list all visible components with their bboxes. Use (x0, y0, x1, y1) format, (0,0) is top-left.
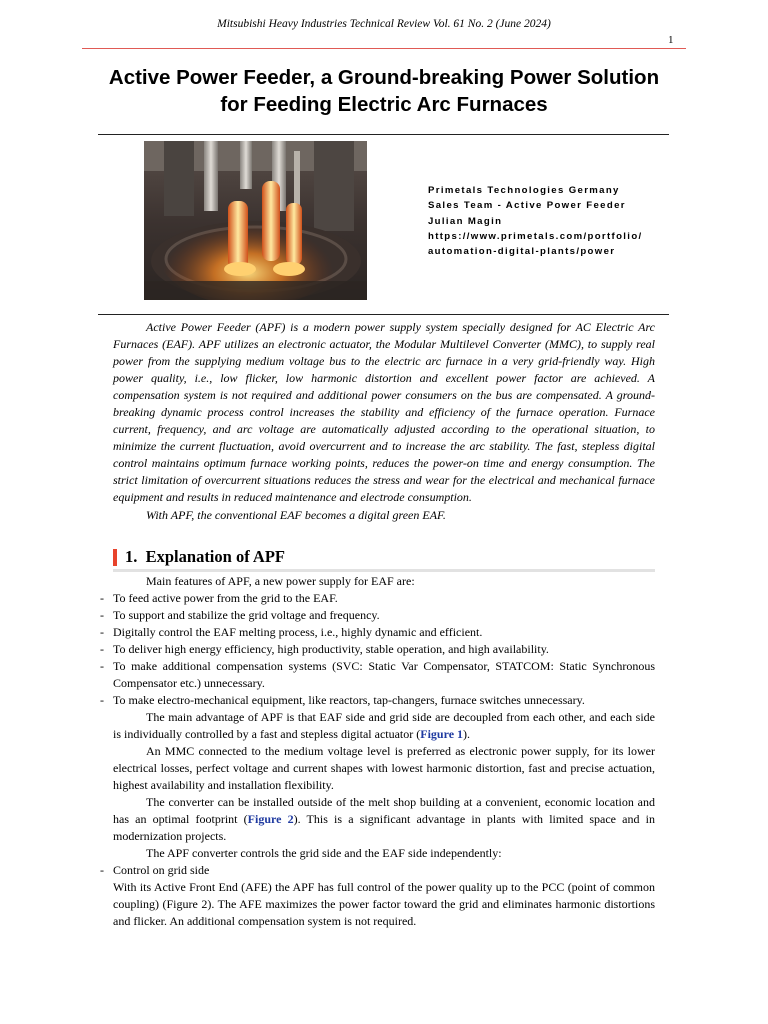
advantage-paragraph (113, 709, 655, 743)
afe-paragraph: With its Active Front End (AFE) the APF has full control of the power quality up to the PCC (point of common coupling) (Figure 2). The AFE maximizes the power factor toward the grid and eliminates harmonic distortions and flicker. An additional compensation system is not required. (113, 880, 655, 928)
converter-text-end: ). This is a significant advantage in plants with limited space and in modernization projects. (113, 812, 656, 843)
abstract (113, 319, 655, 524)
control-paragraph: The APF converter controls the grid side and the EAF side independently: (146, 846, 502, 860)
abstract-divider (98, 314, 669, 315)
section-number: 1. (125, 547, 138, 566)
title-line-2: for Feeding Electric Arc Furnaces (220, 93, 548, 116)
section-heading (113, 547, 655, 572)
figure-2-link[interactable]: Figure 2 (247, 812, 294, 826)
advantage-text: The main advantage of APF is that EAF side and grid side are decoupled from each other, and each side is individually controlled by a fast and stepless digital actuator ( (113, 710, 655, 741)
paper-title (40, 64, 728, 118)
feature-bullet: - To make additional compensation systems (SVC: Static Var Compensator, STATCOM: Static Synchronous Compensator etc.) unnecessary. (113, 658, 655, 692)
author-block (428, 183, 668, 259)
feature-bullet: - To feed active power from the grid to the EAF. (113, 590, 655, 607)
body-text (113, 573, 655, 930)
advantage-text-end: ). (463, 727, 471, 741)
mmc-paragraph: An MMC connected to the medium voltage level is preferred as electronic power supply, for its lower electrical losses, perfect voltage and current shapes with lowest harmonic distortion, fast and precise actuation, highest availability and installation flexibility. (113, 744, 655, 792)
section-title (125, 547, 285, 567)
journal-header: Mitsubishi Heavy Industries Technical Review Vol. 61 No. 2 (June 2024) (217, 18, 551, 30)
features-intro: Main features of APF, a new power supply for EAF are: (146, 574, 415, 588)
author-company: Primetals Technologies Germany (428, 185, 620, 196)
converter-text: The converter can be installed outside of the melt shop building at a convenient, economic location and has an optimal footprint ( (113, 795, 655, 826)
author-url-line-1[interactable]: https://www.primetals.com/portfolio/ (428, 230, 643, 242)
feature-bullet: - To deliver high energy efficiency, high productivity, stable operation, and high availability. (113, 641, 655, 658)
furnace-photo (144, 141, 367, 300)
feature-bullet: - Digitally control the EAF melting process, i.e., highly dynamic and efficient. (113, 624, 655, 641)
converter-paragraph (113, 794, 655, 845)
feature-bullet: - To make electro-mechanical equipment, like reactors, tap-changers, furnace switches unnecessary. (113, 692, 655, 709)
page-number: 1 (668, 34, 674, 46)
figure-1-link[interactable]: Figure 1 (420, 727, 464, 741)
section-marker (113, 549, 117, 566)
author-team: Sales Team - Active Power Feeder (428, 200, 626, 212)
title-line-1: Active Power Feeder, a Ground-breaking Power Solution (108, 66, 660, 89)
section-title-text: Explanation of APF (145, 547, 285, 566)
feature-bullet: - To support and stabilize the grid voltage and frequency. (113, 607, 655, 624)
abstract-paragraph: Active Power Feeder (APF) is a modern power supply system specially designed for AC Electric Arc Furnaces (EAF). APF utilizes an electronic actuator, the Modular Multilevel Converter (MMC), to supply real power from the supplying medium voltage bus to the electric arc furnace in a very grid-friendly way. High power quality, i.e., low flicker, low harmonic distortion and excellent power factor are achieved. A compensation system is not required and additional power consumers on the bus are compensated. A ground-breaking dynamic process control increases the stability and efficiency of the furnace operation. Furnace current, frequency, and arc voltage are automatically adjusted according to the operational situation, to minimize the current fluctuation, avoid overcurrent and to increase the arc stability. The fast, stepless digital control maintains optimum furnace working points, reduces the power-on time and energy consumption. The strict limitation of overcurrent situations reduces the stress and wear for the electrical and mechanical furnace equipment and results in reduced maintenance and electrode consumption. (113, 320, 655, 505)
author-name: Julian Magin (428, 215, 503, 227)
author-url-line-2[interactable]: automation-digital-plants/power (428, 246, 616, 258)
title-divider (98, 134, 669, 135)
abstract-conclusion: With APF, the conventional EAF becomes a digital green EAF. (146, 507, 446, 522)
header-divider (82, 48, 686, 49)
sub-item-grid-side: - Control on grid side (113, 862, 655, 879)
